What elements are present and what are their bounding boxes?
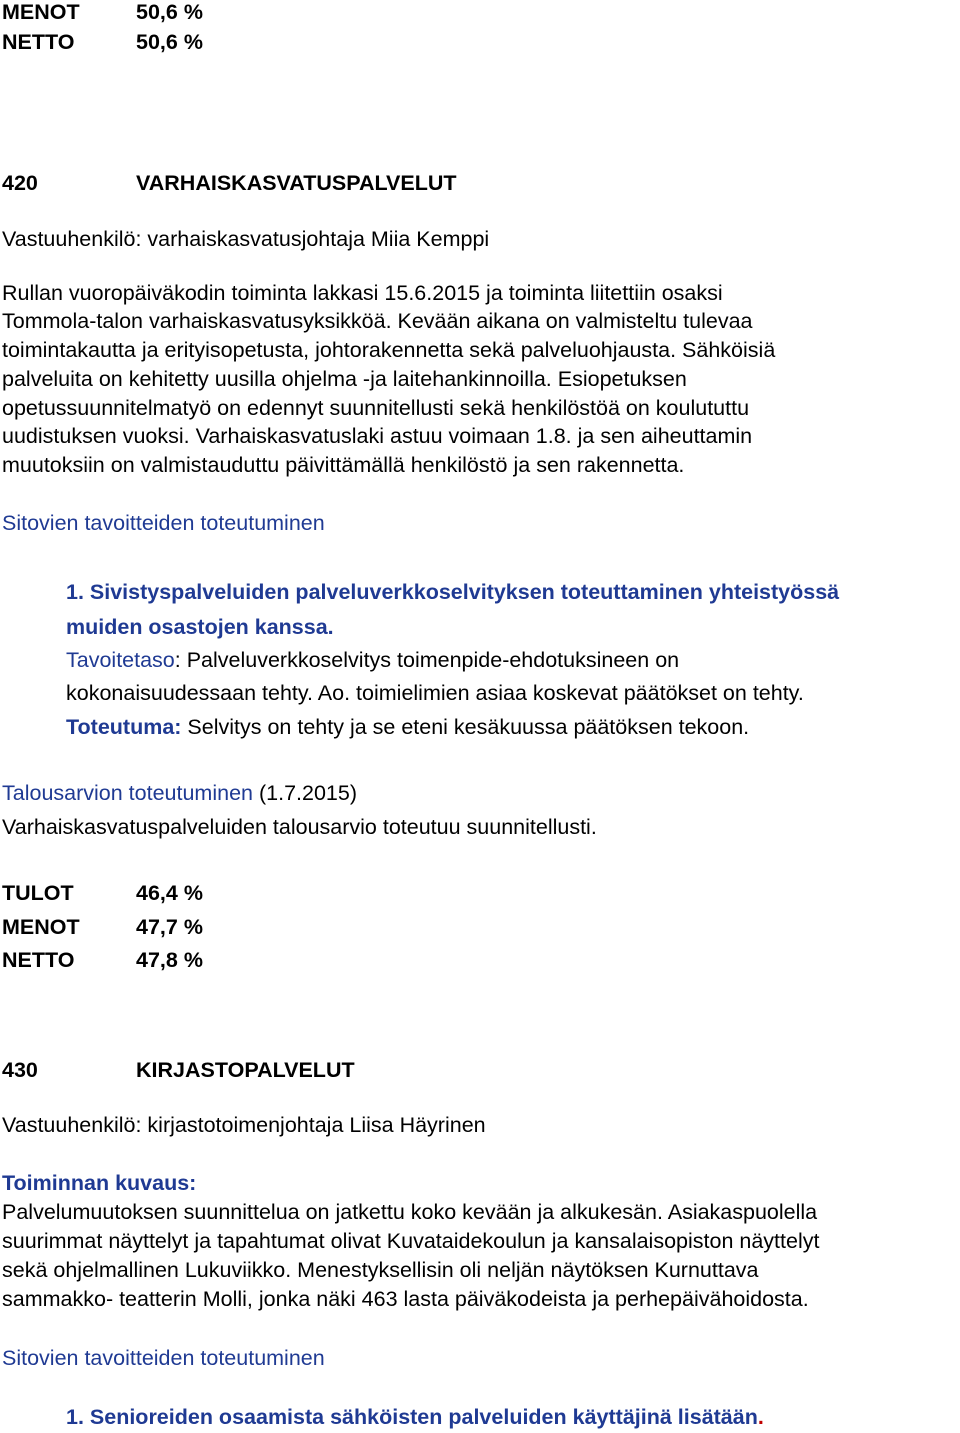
section-number: 420 [2,171,38,195]
goal-title-line: 1. Sivistyspalveluiden palveluverkkoselvityksen toteuttaminen yhteistyössä [66,580,840,604]
paragraph-line: muutoksiin on valmistauduttu päivittämällä henkilöstö ja sen rakennetta. [2,453,685,477]
figure-row-netto-top [2,28,203,56]
section-heading-420 [2,169,457,197]
target-text: : Palveluverkkoselvitys toimenpide-ehdotuksineen on [174,648,680,672]
goal-outcome-line [66,713,749,741]
section-title: VARHAISKASVATUSPALVELUT [136,171,457,195]
figure-value: 47,7 % [136,915,203,939]
budget-heading-text: Talousarvion toteutuminen [2,781,253,805]
paragraph-line: uudistuksen vuoksi. Varhaiskasvatuslaki astuu voimaan 1.8. ja sen aiheuttamin [2,424,753,448]
goals-heading: Sitovien tavoitteiden toteutuminen [2,511,325,535]
outcome-text: Selvitys on tehty ja se eteni kesäkuussa päätöksen tekoon. [181,715,750,739]
paragraph-line: suurimmat näyttelyt ja tapahtumat olivat Kuvataidekoulun ja kansalaisopiston näyttelyt [2,1229,820,1253]
paragraph-line: Palvelumuutoksen suunnittelua on jatkettu koko kevään ja alkukesän. Asiakaspuolella [2,1200,818,1224]
figure-value: 50,6 % [136,0,203,24]
goal-title-line [66,1403,764,1431]
section-number: 430 [2,1058,38,1082]
section-heading-430 [2,1056,355,1084]
figure-row-netto [2,946,203,974]
figure-label: MENOT [2,0,80,24]
figure-label: TULOT [2,881,74,905]
figure-value: 50,6 % [136,30,203,54]
figure-row-menot-top [2,0,203,26]
paragraph-line: opetussuunnitelmatyö on edennyt suunnitellusti sekä henkilöstöä on koulututtu [2,396,750,420]
budget-date: (1.7.2015) [253,781,357,805]
figure-label: NETTO [2,948,75,972]
figure-row-tulot [2,879,203,907]
figure-label: MENOT [2,915,80,939]
responsible-person: Vastuuhenkilö: varhaiskasvatusjohtaja Miia Kemppi [2,227,490,251]
target-label: Tavoitetaso [66,648,175,672]
paragraph-line: Tommola-talon varhaiskasvatusyksikköä. Kevään aikana on valmisteltu tulevaa [2,309,753,333]
figure-row-menot [2,913,203,941]
budget-text: Varhaiskasvatuspalveluiden talousarvio toteutuu suunnitellusti. [2,815,597,839]
description-heading: Toiminnan kuvaus: [2,1171,197,1195]
section-title: KIRJASTOPALVELUT [136,1058,355,1082]
paragraph-line: Rullan vuoropäiväkodin toiminta lakkasi 15.6.2015 ja toiminta liitettiin osaksi [2,281,723,305]
goal-title-text: 1. Senioreiden osaamista sähköisten palveluiden käyttäjinä lisätään [66,1405,758,1429]
paragraph-line: toimintakautta ja erityisopetusta, johtorakennetta sekä palveluohjausta. Sähköisiä [2,338,776,362]
budget-heading [2,779,357,807]
goal-target-line-2: kokonaisuudessaan tehty. Ao. toimielimien asiaa koskevat päätökset on tehty. [66,681,804,705]
paragraph-line: sammakko- teatterin Molli, jonka näki 463 lasta päiväkodeista ja perhepäivähoidosta. [2,1287,809,1311]
goals-heading: Sitovien tavoitteiden toteutuminen [2,1346,325,1370]
paragraph-line: sekä ohjelmallinen Lukuviikko. Menestyksellisin oli neljän näytöksen Kurnuttava [2,1258,759,1282]
responsible-person: Vastuuhenkilö: kirjastotoimenjohtaja Liisa Häyrinen [2,1113,486,1137]
outcome-label: Toteutuma: [66,715,182,739]
paragraph-line: palveluita on kehitetty uusilla ohjelma -ja laitehankinnoilla. Esiopetuksen [2,367,687,391]
figure-label: NETTO [2,30,75,54]
figure-value: 46,4 % [136,881,203,905]
figure-value: 47,8 % [136,948,203,972]
goal-target-line [66,646,679,674]
goal-title-period: . [757,1405,764,1429]
goal-title-line: muiden osastojen kanssa. [66,615,334,639]
